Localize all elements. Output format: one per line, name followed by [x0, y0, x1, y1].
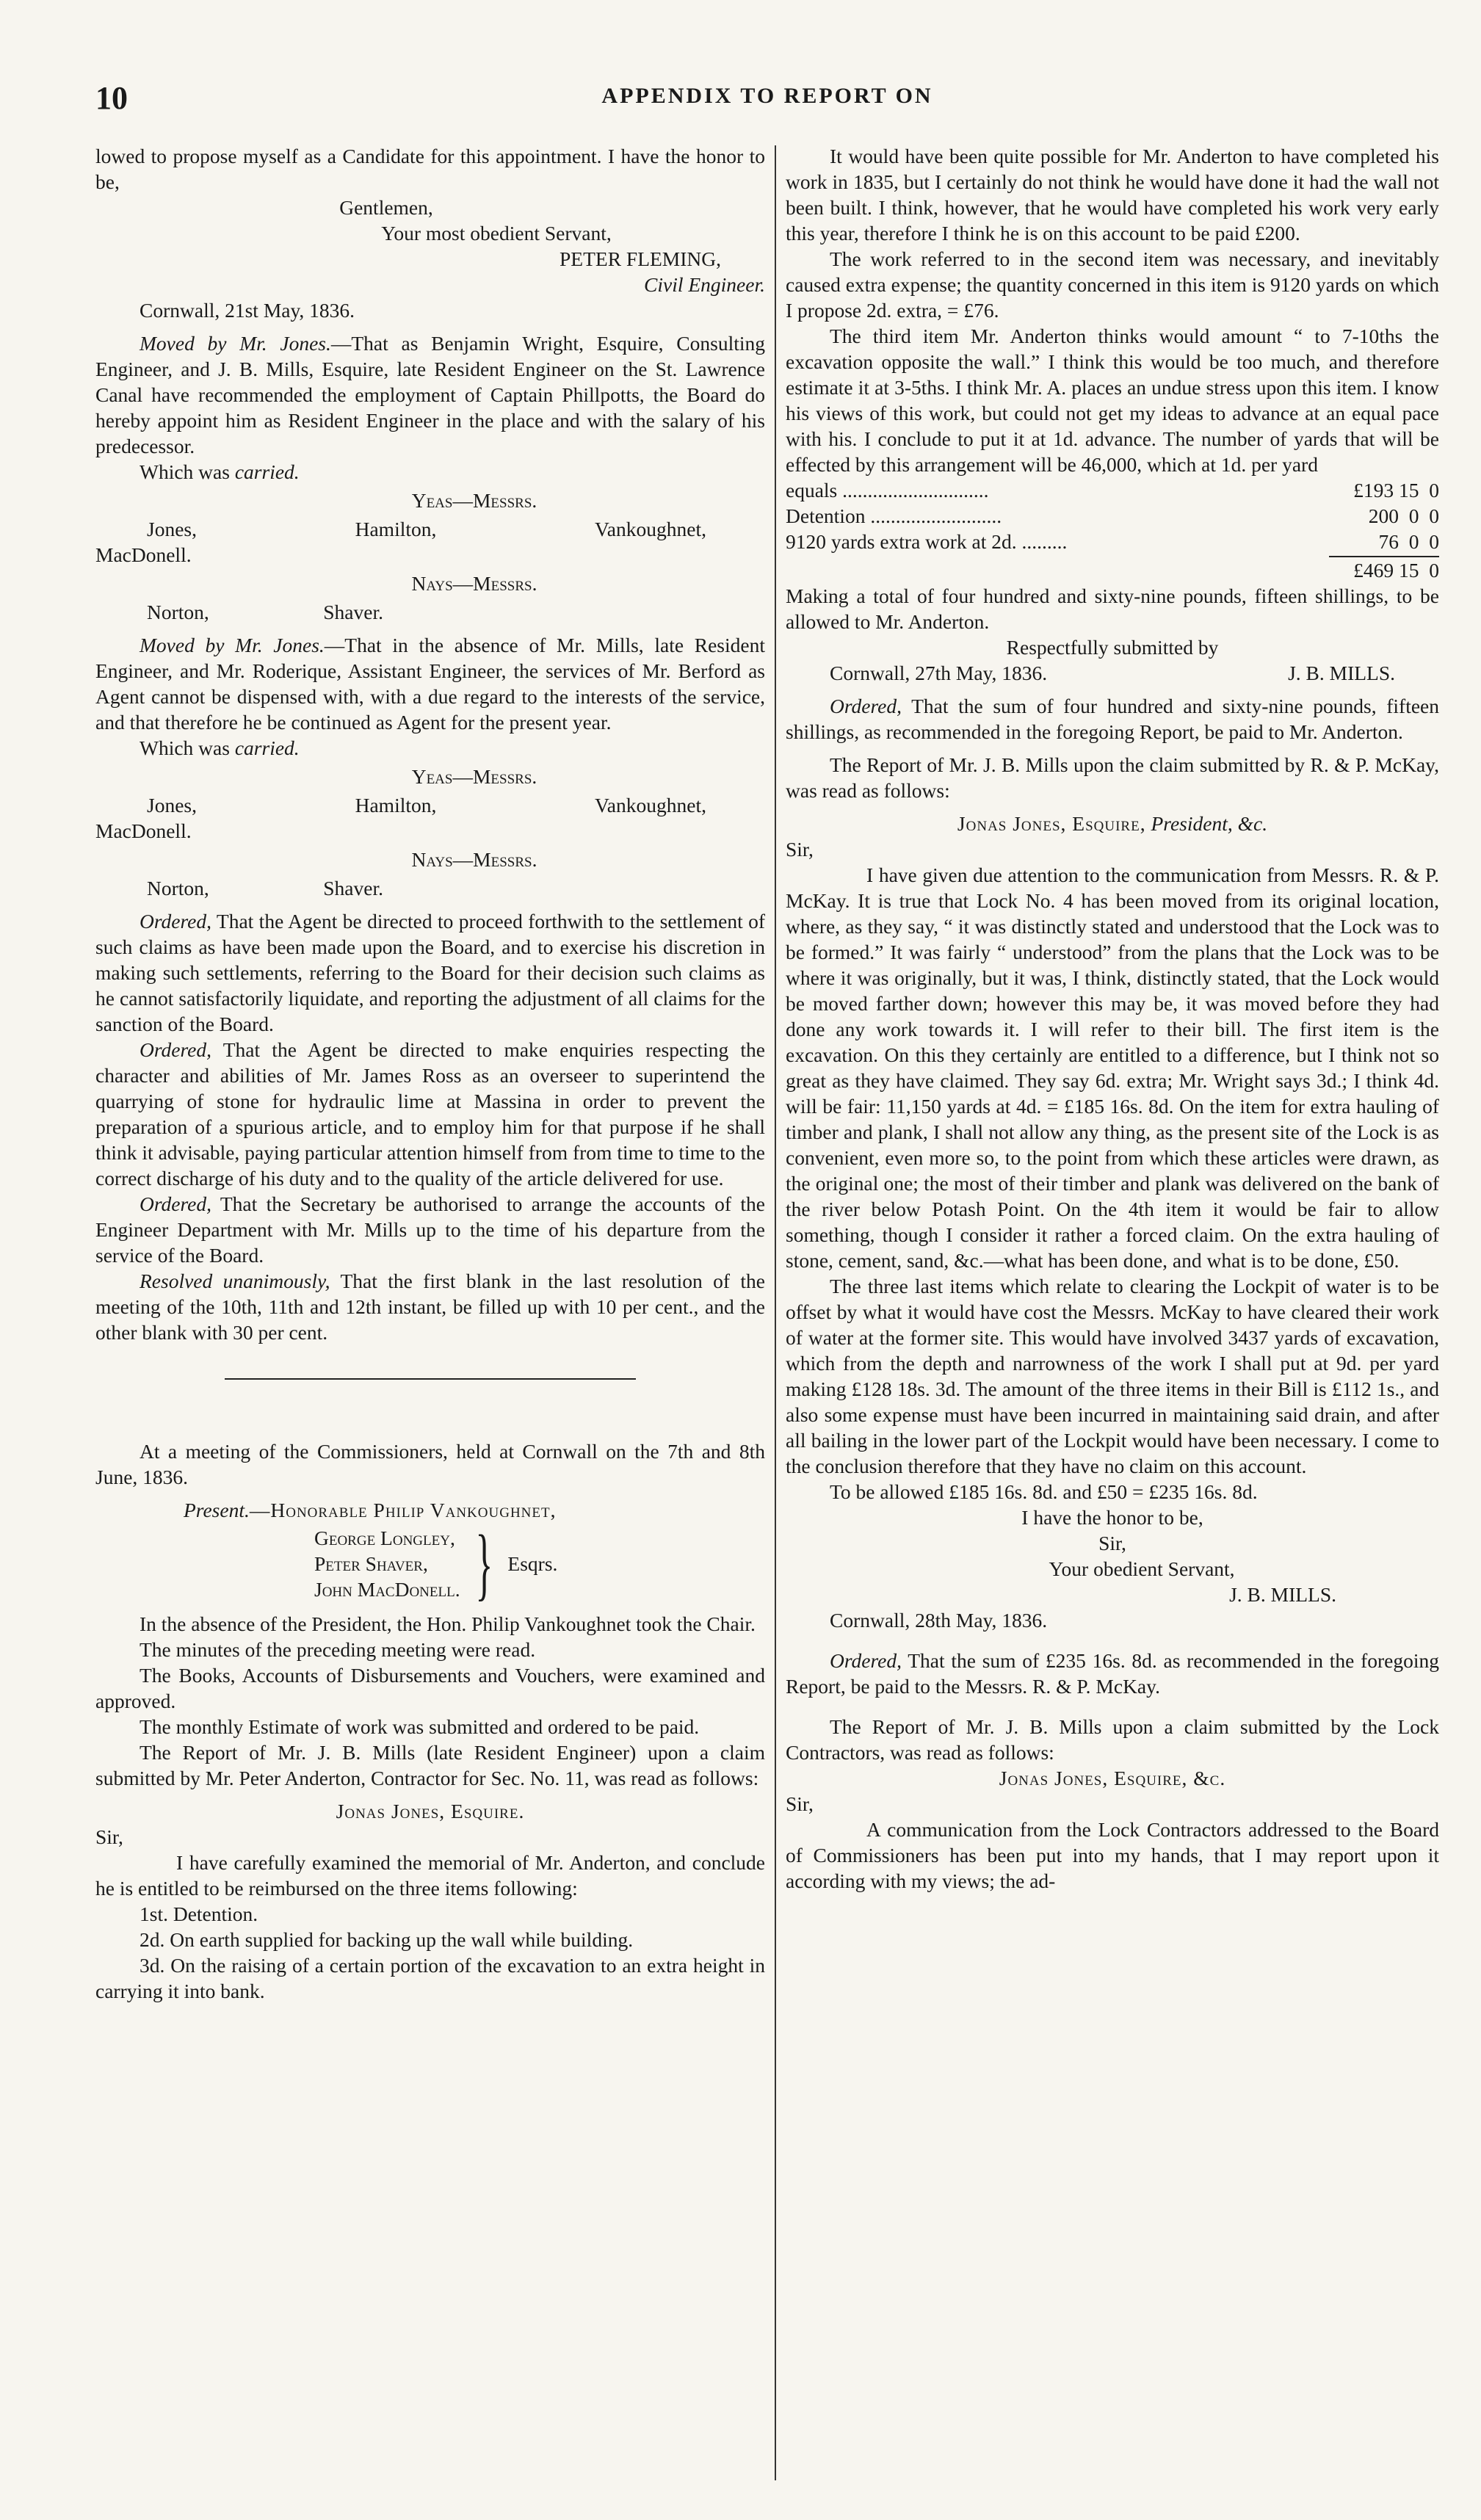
addressee: Jonas Jones, Esquire. — [336, 1800, 525, 1822]
order-paragraph: Ordered, That the Agent be directed to proceed forthwith to the settlement of such claims as have been made upon the Board, and to exercise his discretion in making such settlements, referring to the Board for their decision such claims as he cannot satisfactorily liquidate, and reporting the adjustment of all claims for the sanction of the Board. — [95, 910, 765, 1035]
letter-paragraph: The three last items which relate to clearing the Lockpit of water is to be offset by what it would have cost the Messrs. McKay to have cleared their work of water at the former site. This would have involved 3437 yards of excavation, which from the depth and narrowness of the work I shall put at 9d. per yard making £128 18s. 3d. The amount of the three items in their Bill is £112 1s., and also some expense must have been incurred in maintaining said drain, and after all bailing in the lower part of the Lockpit would have been necessary. I come to the conclusion therefore that they have no claim on this account. — [786, 1275, 1439, 1477]
order-paragraph: Ordered, That the sum of £235 16s. 8d. as recommended in the foregoing Report, be paid to the Messrs. R. & P. McKay. — [786, 1649, 1439, 1698]
salutation: Sir, — [95, 1825, 123, 1848]
minutes-paragraph: The Books, Accounts of Disbursements and Vouchers, were examined and approved. — [95, 1664, 765, 1712]
meeting-heading: At a meeting of the Commissioners, held at Cornwall on the 7th and 8th June, 1836. — [95, 1440, 765, 1488]
letter-paragraph: I have given due attention to the communication from Messrs. R. & P. McKay. It is true that Lock No. 4 has been moved from its original location, where, as they say, “ it was distinctly stated and understood that the Lock was to be formed.” It was fairly “ understood” from the plans that the Lock was to be where it was originally, but it was, I think, distinctly stated, that the Lock would be moved farther down; however this may be, it was moved before they had done any work towards it. I will refer to their bill. The first item is the excavation. On this they certainly are entitled to a difference, but I think not so great as they have claimed. They say 6d. extra; Mr. Wright says 3d.; I think 4d. will be fair: 11,150 yards at 4d. = £185 16s. 8d. On the item for extra hauling of timber and plank, I shall not allow any thing, as the present site of the Lock is as convenient, even more so, to the point from which these articles were drawn, as the original one; the most of their timber and plank was delivered on the bank of the river below Potash Point. On the 4th item it would be fair to allow something, though I consider it rather a forced claim. On the extra hauling of stone, cement, sand, &c.—what has been done, and what is to be done, £50. — [786, 863, 1439, 1272]
voter: MacDonell. — [95, 543, 192, 566]
minutes-paragraph: The minutes of the preceding meeting were read. — [140, 1638, 536, 1661]
closing: Your most obedient Servant, — [381, 222, 612, 245]
salutation: Gentlemen, — [339, 196, 433, 219]
yeas-row — [95, 516, 765, 542]
closing: I have the honor to be, — [1021, 1506, 1203, 1529]
submitted-line: Respectfully submitted by — [1006, 636, 1219, 659]
salutation: Sir, — [786, 838, 814, 861]
member-name: Peter Shaver, — [314, 1552, 428, 1575]
column-divider — [775, 145, 776, 2480]
list-item: 2d. On earth supplied for backing up the wall while building. — [140, 1928, 634, 1951]
running-head: APPENDIX TO REPORT ON — [601, 84, 933, 108]
motion-lead: Moved by Mr. Jones. — [140, 332, 331, 355]
present-line: Present.—Honorable Philip Vankoughnet, — [184, 1499, 557, 1521]
present-block — [95, 1497, 765, 1608]
voter: Shaver. — [323, 601, 383, 623]
list-item: 1st. Detention. — [140, 1902, 258, 1925]
date-line: Cornwall, 27th May, 1836. — [830, 662, 1048, 684]
member-name: John MacDonell. — [314, 1577, 460, 1601]
voter: Norton, — [147, 877, 209, 899]
voter: Shaver. — [323, 877, 383, 899]
list-item: 3d. On the raising of a certain portion of the excavation to an extra height in carrying it into bank. — [95, 1954, 765, 2002]
closing: Your obedient Servant, — [1049, 1557, 1235, 1580]
letter-paragraph: I have carefully examined the memorial of Mr. Anderton, and conclude he is entitled to be reimbursed on the three items following: — [95, 1851, 765, 1900]
motion-paragraph: Moved by Mr. Jones.—That as Benjamin Wright, Esquire, Consulting Engineer, and J. B. Mills, Esquire, late Resident Engineer on the St. Lawrence Canal have recommended the employment of Captain Phillpotts, the Board do hereby appoint him as Resident Engineer in the place and with the salary of his predecessor. — [95, 332, 765, 457]
report-paragraph: The Report of Mr. J. B. Mills upon the claim submitted by R. & P. McKay, was read as follows: — [786, 753, 1439, 802]
carried-line: Which was carried. — [140, 736, 300, 759]
account-row: Detention .......................... 200 0 0 — [786, 504, 1439, 527]
account-table — [786, 477, 1439, 583]
nays-heading: Nays—Messrs. — [411, 848, 537, 871]
report-paragraph: The third item Mr. Anderton thinks would amount “ to 7-10ths the excavation opposite the wall.” I think this would be too much, and therefore estimate it at 3-5ths. I think Mr. A. places an undue stress upon this item. I know his views of this work, but could not get my ideas to advance at an equal pace with his. I conclude to put it at 1d. advance. The number of yards that will be effected by this arrangement will be 46,000, which at 1d. per yard — [786, 325, 1439, 476]
report-paragraph: The work referred to in the second item was necessary, and inevitably caused extra expense; the quantity concerned in this item is 9120 yards on which I propose 2d. extra, = £76. — [786, 247, 1439, 322]
resolution-paragraph: Resolved unanimously, That the first blank in the last resolution of the meeting of the 10th, 11th and 12th instant, be filled up with 10 per cent., and the other blank with 30 per cent. — [95, 1270, 765, 1344]
voter: Hamilton, — [355, 794, 437, 817]
order-paragraph: Ordered, That the Secretary be authorised to arrange the accounts of the Engineer Department with Mr. Mills up to the time of his departure from the service of the Board. — [95, 1192, 765, 1267]
page-header — [95, 79, 1439, 123]
salutation: Sir, — [786, 1792, 814, 1815]
order-paragraph: Ordered, That the sum of four hundred and sixty-nine pounds, fifteen shillings, as recommended in the foregoing Report, be paid to Mr. Anderton. — [786, 695, 1439, 743]
present-names — [301, 1525, 460, 1602]
voter: Vankoughnet, — [594, 794, 706, 817]
page-number: 10 — [95, 80, 128, 116]
closing: Sir, — [1098, 1532, 1126, 1554]
letter-paragraph: A communication from the Lock Contractors addressed to the Board of Commissioners has been put into my hands, that I may report upon it according with my views; the ad- — [786, 1818, 1439, 1892]
minutes-paragraph: The Report of Mr. J. B. Mills (late Resident Engineer) upon a claim submitted by Mr. Peter Anderton, Contractor for Sec. No. 11, was read as follows: — [95, 1741, 765, 1789]
date-line: Cornwall, 28th May, 1836. — [830, 1609, 1048, 1632]
account-total: £469 15 0 — [1353, 559, 1439, 582]
report-paragraph: Making a total of four hundred and sixty-nine pounds, fifteen shillings, to be allowed to Mr. Anderton. — [786, 584, 1439, 633]
section-rule — [225, 1378, 636, 1380]
signer-name: J. B. MILLS. — [1288, 662, 1395, 684]
brace-glyph: } — [475, 1518, 493, 1608]
yeas-heading: Yeas—Messrs. — [411, 489, 537, 512]
right-column — [786, 143, 1439, 1894]
nays-row — [95, 875, 765, 901]
report-paragraph: The Report of Mr. J. B. Mills upon a claim submitted by the Lock Contractors, was read as follows: — [786, 1715, 1439, 1764]
signer-title: Civil Engineer. — [644, 273, 765, 296]
left-column — [95, 143, 765, 2004]
nays-heading: Nays—Messrs. — [411, 572, 537, 595]
yeas-heading: Yeas—Messrs. — [411, 765, 537, 788]
signer-name: J. B. MILLS. — [1229, 1583, 1336, 1606]
account-row: equals ............................. £193 15 0 — [786, 479, 1439, 502]
order-paragraph: Ordered, That the Agent be directed to make enquiries respecting the character and abilities of Mr. James Ross as an overseer to superintend the quarrying of stone for hydraulic lime at Massina in order to prevent the preparation of a spurious article, and to employ him for that purpose if he shall think it advisable, paying particular attention himself from from time to time to the correct discharge of his duty and to the quality of the article delivered for use. — [95, 1038, 765, 1190]
signature-row — [786, 660, 1439, 686]
motion-paragraph: Moved by Mr. Jones.—That in the absence of Mr. Mills, late Resident Engineer, and Mr. Roderique, Assistant Engineer, the services of Mr. Berford as Agent cannot be dispensed with, with a due regard to the interests of the service, and that therefore he be continued as Agent for the present year. — [95, 634, 765, 734]
account-row: 9120 yards extra work at 2d. ......... 76 0 0 — [786, 530, 1439, 553]
signer-name: PETER FLEMING, — [560, 247, 721, 270]
minutes-paragraph: In the absence of the President, the Hon. Philip Vankoughnet took the Chair. — [140, 1612, 756, 1635]
voter: MacDonell. — [95, 819, 192, 842]
date-line: Cornwall, 21st May, 1836. — [140, 299, 355, 322]
paragraph: lowed to propose myself as a Candidate for this appointment. I have the honor to be, — [95, 145, 765, 193]
report-paragraph: It would have been quite possible for Mr. Anderton to have completed his work in 1835, but I certainly do not think he would have done it had the wall not been built. I think, however, that he would have completed his work very early this year, therefore I think he is on this account to be paid £200. — [786, 145, 1439, 245]
voter: Jones, — [147, 794, 197, 817]
member-name: George Longley, — [314, 1526, 455, 1549]
addressee: Jonas Jones, Esquire, President, &c. — [957, 812, 1268, 835]
voter: Vankoughnet, — [594, 518, 706, 540]
esqrs-label: Esqrs. — [507, 1552, 558, 1575]
letter-paragraph: To be allowed £185 16s. 8d. and £50 = £235 16s. 8d. — [830, 1480, 1258, 1503]
yeas-row — [95, 792, 765, 818]
voter: Jones, — [147, 518, 197, 540]
voter: Hamilton, — [355, 518, 437, 540]
nays-row — [95, 599, 765, 625]
minutes-paragraph: The monthly Estimate of work was submitted and ordered to be paid. — [140, 1715, 700, 1738]
voter: Norton, — [147, 601, 209, 623]
motion-lead: Moved by Mr. Jones. — [140, 634, 325, 656]
carried-line: Which was carried. — [140, 460, 300, 483]
addressee: Jonas Jones, Esquire, &c. — [999, 1767, 1226, 1789]
